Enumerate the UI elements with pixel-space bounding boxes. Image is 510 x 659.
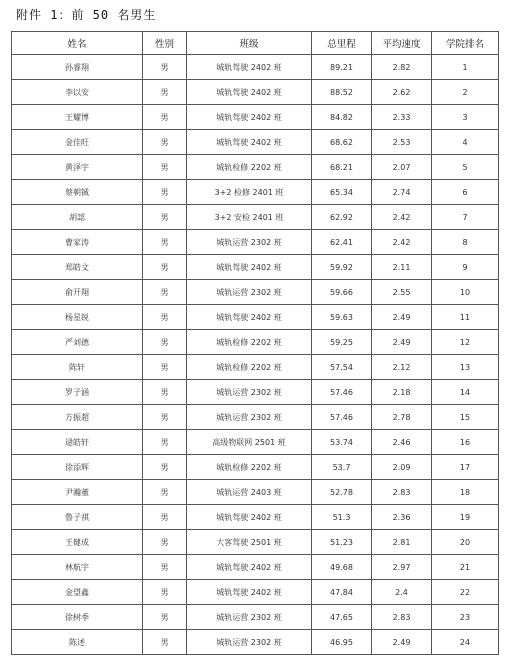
header-gender: 性别 <box>143 32 187 55</box>
cell-class: 城轨驾驶 2402 班 <box>187 255 312 280</box>
cell-college-rank: 19 <box>432 505 499 530</box>
cell-total-distance: 89.21 <box>312 55 372 80</box>
cell-total-distance: 57.46 <box>312 405 372 430</box>
cell-college-rank: 12 <box>432 330 499 355</box>
cell-class: 城轨运营 2302 班 <box>187 405 312 430</box>
cell-name: 郑皓文 <box>12 255 143 280</box>
cell-name: 蔡朝铖 <box>12 180 143 205</box>
table-row <box>12 330 499 355</box>
cell-college-rank: 13 <box>432 355 499 380</box>
cell-gender: 男 <box>143 380 187 405</box>
cell-average-speed: 2.4 <box>372 580 432 605</box>
cell-gender: 男 <box>143 205 187 230</box>
cell-college-rank: 7 <box>432 205 499 230</box>
cell-total-distance: 51.23 <box>312 530 372 555</box>
cell-average-speed: 2.55 <box>372 280 432 305</box>
cell-total-distance: 62.41 <box>312 230 372 255</box>
cell-total-distance: 53.7 <box>312 455 372 480</box>
header-name: 姓名 <box>12 32 143 55</box>
cell-average-speed: 2.97 <box>372 555 432 580</box>
cell-total-distance: 88.52 <box>312 80 372 105</box>
cell-total-distance: 46.95 <box>312 630 372 655</box>
cell-average-speed: 2.09 <box>372 455 432 480</box>
cell-gender: 男 <box>143 130 187 155</box>
table-row <box>12 155 499 180</box>
ranking-table <box>11 31 499 655</box>
cell-college-rank: 10 <box>432 280 499 305</box>
cell-name: 杨星锐 <box>12 305 143 330</box>
cell-average-speed: 2.49 <box>372 305 432 330</box>
cell-gender: 男 <box>143 255 187 280</box>
table-row <box>12 405 499 430</box>
table-row <box>12 180 499 205</box>
cell-name: 陈轩 <box>12 355 143 380</box>
cell-gender: 男 <box>143 480 187 505</box>
table-row <box>12 355 499 380</box>
page-title: 附件 1：前 50 名男生 <box>16 8 157 22</box>
table-row <box>12 80 499 105</box>
cell-total-distance: 68.62 <box>312 130 372 155</box>
cell-name: 尹瀚董 <box>12 480 143 505</box>
table-row <box>12 130 499 155</box>
cell-class: 城轨驾驶 2402 班 <box>187 305 312 330</box>
cell-name: 逯皓轩 <box>12 430 143 455</box>
cell-college-rank: 3 <box>432 105 499 130</box>
cell-college-rank: 1 <box>432 55 499 80</box>
cell-name: 陈述 <box>12 630 143 655</box>
cell-gender: 男 <box>143 330 187 355</box>
header-total-distance: 总里程 <box>312 32 372 55</box>
cell-college-rank: 20 <box>432 530 499 555</box>
cell-college-rank: 5 <box>432 155 499 180</box>
cell-gender: 男 <box>143 605 187 630</box>
cell-gender: 男 <box>143 405 187 430</box>
cell-average-speed: 2.12 <box>372 355 432 380</box>
cell-name: 方振超 <box>12 405 143 430</box>
cell-name: 俞开翔 <box>12 280 143 305</box>
cell-average-speed: 2.42 <box>372 230 432 255</box>
cell-college-rank: 22 <box>432 580 499 605</box>
cell-name: 王耀博 <box>12 105 143 130</box>
table-row <box>12 105 499 130</box>
cell-name: 金佳旺 <box>12 130 143 155</box>
cell-total-distance: 84.82 <box>312 105 372 130</box>
cell-name: 严刘德 <box>12 330 143 355</box>
table-header-row <box>12 32 499 55</box>
cell-name: 徐添辉 <box>12 455 143 480</box>
cell-college-rank: 21 <box>432 555 499 580</box>
cell-average-speed: 2.36 <box>372 505 432 530</box>
table-row <box>12 505 499 530</box>
cell-name: 金望鑫 <box>12 580 143 605</box>
cell-college-rank: 15 <box>432 405 499 430</box>
cell-class: 城轨驾驶 2402 班 <box>187 505 312 530</box>
cell-class: 城轨驾驶 2402 班 <box>187 555 312 580</box>
table-row <box>12 430 499 455</box>
cell-name: 罗子涵 <box>12 380 143 405</box>
cell-class: 城轨运营 2302 班 <box>187 630 312 655</box>
cell-class: 城轨运营 2302 班 <box>187 230 312 255</box>
cell-college-rank: 6 <box>432 180 499 205</box>
cell-name: 李以安 <box>12 80 143 105</box>
cell-average-speed: 2.83 <box>372 605 432 630</box>
cell-class: 城轨运营 2302 班 <box>187 280 312 305</box>
cell-average-speed: 2.33 <box>372 105 432 130</box>
cell-class: 城轨驾驶 2402 班 <box>187 580 312 605</box>
cell-college-rank: 18 <box>432 480 499 505</box>
cell-gender: 男 <box>143 55 187 80</box>
cell-total-distance: 53.74 <box>312 430 372 455</box>
cell-gender: 男 <box>143 230 187 255</box>
cell-class: 城轨运营 2302 班 <box>187 605 312 630</box>
cell-gender: 男 <box>143 630 187 655</box>
cell-gender: 男 <box>143 355 187 380</box>
cell-gender: 男 <box>143 430 187 455</box>
table-row <box>12 55 499 80</box>
cell-class: 城轨检修 2202 班 <box>187 155 312 180</box>
cell-class: 3+2 检修 2401 班 <box>187 180 312 205</box>
cell-class: 城轨驾驶 2402 班 <box>187 105 312 130</box>
cell-gender: 男 <box>143 305 187 330</box>
cell-total-distance: 59.25 <box>312 330 372 355</box>
cell-total-distance: 47.65 <box>312 605 372 630</box>
cell-college-rank: 11 <box>432 305 499 330</box>
cell-average-speed: 2.42 <box>372 205 432 230</box>
cell-gender: 男 <box>143 580 187 605</box>
cell-gender: 男 <box>143 80 187 105</box>
cell-average-speed: 2.83 <box>372 480 432 505</box>
header-college-rank: 学院排名 <box>432 32 499 55</box>
cell-class: 城轨检修 2202 班 <box>187 330 312 355</box>
table-row <box>12 455 499 480</box>
table-row <box>12 280 499 305</box>
cell-college-rank: 2 <box>432 80 499 105</box>
table-row <box>12 480 499 505</box>
table-row <box>12 305 499 330</box>
cell-average-speed: 2.11 <box>372 255 432 280</box>
cell-college-rank: 4 <box>432 130 499 155</box>
cell-college-rank: 9 <box>432 255 499 280</box>
cell-average-speed: 2.74 <box>372 180 432 205</box>
cell-average-speed: 2.62 <box>372 80 432 105</box>
cell-class: 城轨驾驶 2402 班 <box>187 130 312 155</box>
cell-total-distance: 49.68 <box>312 555 372 580</box>
table-row <box>12 230 499 255</box>
cell-total-distance: 59.92 <box>312 255 372 280</box>
cell-total-distance: 59.63 <box>312 305 372 330</box>
table-body <box>12 55 499 655</box>
cell-average-speed: 2.81 <box>372 530 432 555</box>
cell-gender: 男 <box>143 530 187 555</box>
cell-average-speed: 2.82 <box>372 55 432 80</box>
cell-average-speed: 2.49 <box>372 330 432 355</box>
cell-class: 城轨检修 2202 班 <box>187 355 312 380</box>
cell-name: 王健成 <box>12 530 143 555</box>
table-row <box>12 380 499 405</box>
cell-name: 胡認 <box>12 205 143 230</box>
table-row <box>12 205 499 230</box>
cell-college-rank: 23 <box>432 605 499 630</box>
cell-name: 曹家涛 <box>12 230 143 255</box>
cell-total-distance: 68.21 <box>312 155 372 180</box>
cell-gender: 男 <box>143 280 187 305</box>
header-average-speed: 平均速度 <box>372 32 432 55</box>
cell-class: 大客驾驶 2501 班 <box>187 530 312 555</box>
cell-name: 徐树季 <box>12 605 143 630</box>
cell-name: 鲁子祺 <box>12 505 143 530</box>
cell-total-distance: 57.54 <box>312 355 372 380</box>
cell-class: 高级物联网 2501 班 <box>187 430 312 455</box>
table-row <box>12 530 499 555</box>
cell-average-speed: 2.18 <box>372 380 432 405</box>
cell-total-distance: 62.92 <box>312 205 372 230</box>
cell-total-distance: 47.84 <box>312 580 372 605</box>
table-row <box>12 580 499 605</box>
cell-total-distance: 59.66 <box>312 280 372 305</box>
cell-average-speed: 2.78 <box>372 405 432 430</box>
table-row <box>12 555 499 580</box>
cell-class: 城轨运营 2302 班 <box>187 380 312 405</box>
cell-average-speed: 2.07 <box>372 155 432 180</box>
cell-name: 黄泽宇 <box>12 155 143 180</box>
cell-class: 城轨驾驶 2402 班 <box>187 80 312 105</box>
cell-total-distance: 51.3 <box>312 505 372 530</box>
cell-gender: 男 <box>143 155 187 180</box>
cell-total-distance: 65.34 <box>312 180 372 205</box>
cell-class: 城轨驾驶 2402 班 <box>187 55 312 80</box>
cell-college-rank: 17 <box>432 455 499 480</box>
cell-college-rank: 14 <box>432 380 499 405</box>
cell-gender: 男 <box>143 555 187 580</box>
cell-gender: 男 <box>143 505 187 530</box>
cell-total-distance: 52.78 <box>312 480 372 505</box>
cell-gender: 男 <box>143 180 187 205</box>
table-row <box>12 605 499 630</box>
cell-college-rank: 16 <box>432 430 499 455</box>
cell-average-speed: 2.46 <box>372 430 432 455</box>
cell-name: 孙睿翔 <box>12 55 143 80</box>
cell-gender: 男 <box>143 105 187 130</box>
cell-college-rank: 8 <box>432 230 499 255</box>
table-row <box>12 255 499 280</box>
table-row <box>12 630 499 655</box>
cell-class: 城轨检修 2202 班 <box>187 455 312 480</box>
cell-total-distance: 57.46 <box>312 380 372 405</box>
header-class: 班级 <box>187 32 312 55</box>
cell-average-speed: 2.53 <box>372 130 432 155</box>
cell-gender: 男 <box>143 455 187 480</box>
cell-average-speed: 2.49 <box>372 630 432 655</box>
cell-class: 3+2 安检 2401 班 <box>187 205 312 230</box>
cell-name: 林航宇 <box>12 555 143 580</box>
cell-college-rank: 24 <box>432 630 499 655</box>
cell-class: 城轨运营 2403 班 <box>187 480 312 505</box>
